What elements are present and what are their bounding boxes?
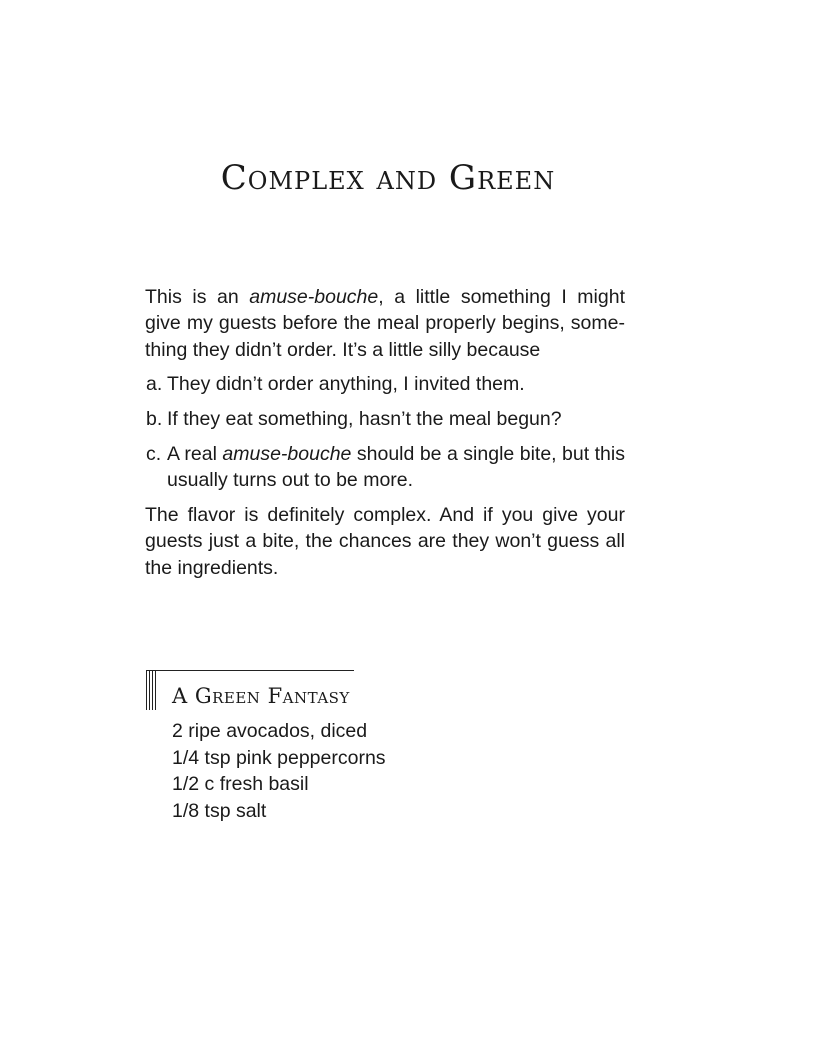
- intro-text-after: , a little something I might give my guests before the meal properly begins, something they didn’t order. It’s a little silly because: [145, 286, 625, 361]
- list-item-text-post: should be a single bite, but this usually turns out to be more.: [167, 443, 625, 492]
- ingredient-list: [172, 718, 386, 824]
- recipe-title: A Green Fantasy: [172, 684, 350, 708]
- recipe-top-rule: [146, 670, 354, 671]
- ingredient-item: 2 ripe avocados, diced: [172, 720, 368, 742]
- list-item: [145, 371, 625, 397]
- recipe-side-bars: [146, 670, 156, 710]
- ingredient-item: 1/8 tsp salt: [172, 799, 267, 822]
- reasons-list: [145, 371, 625, 494]
- body-text: [145, 284, 625, 581]
- ingredient-item: 1/2 c fresh basil: [172, 773, 309, 795]
- list-marker: a.: [146, 373, 163, 396]
- intro-text-before: This is an: [145, 286, 250, 308]
- list-marker: b.: [146, 408, 163, 431]
- list-item-text-pre: A real: [167, 443, 223, 466]
- intro-paragraph: [145, 284, 625, 363]
- list-item-emphasis: amuse-bouche: [222, 443, 352, 466]
- page-title: Complex and Green: [220, 158, 556, 198]
- list-item-text: They didn’t order anything, I invited them.: [167, 373, 525, 396]
- ingredient-item: 1/4 tsp pink peppercorns: [172, 746, 386, 769]
- list-marker: c.: [146, 443, 162, 466]
- list-item: [145, 441, 625, 494]
- intro-emphasis: amuse-bouche: [249, 286, 379, 308]
- list-item-text: If they eat something, hasn’t the meal begun?: [167, 408, 562, 431]
- closing-paragraph: The flavor is definitely complex. And if you give your guests just a bite, the chances are they won’t guess all the ingredients.: [145, 503, 625, 579]
- list-item: [145, 406, 625, 432]
